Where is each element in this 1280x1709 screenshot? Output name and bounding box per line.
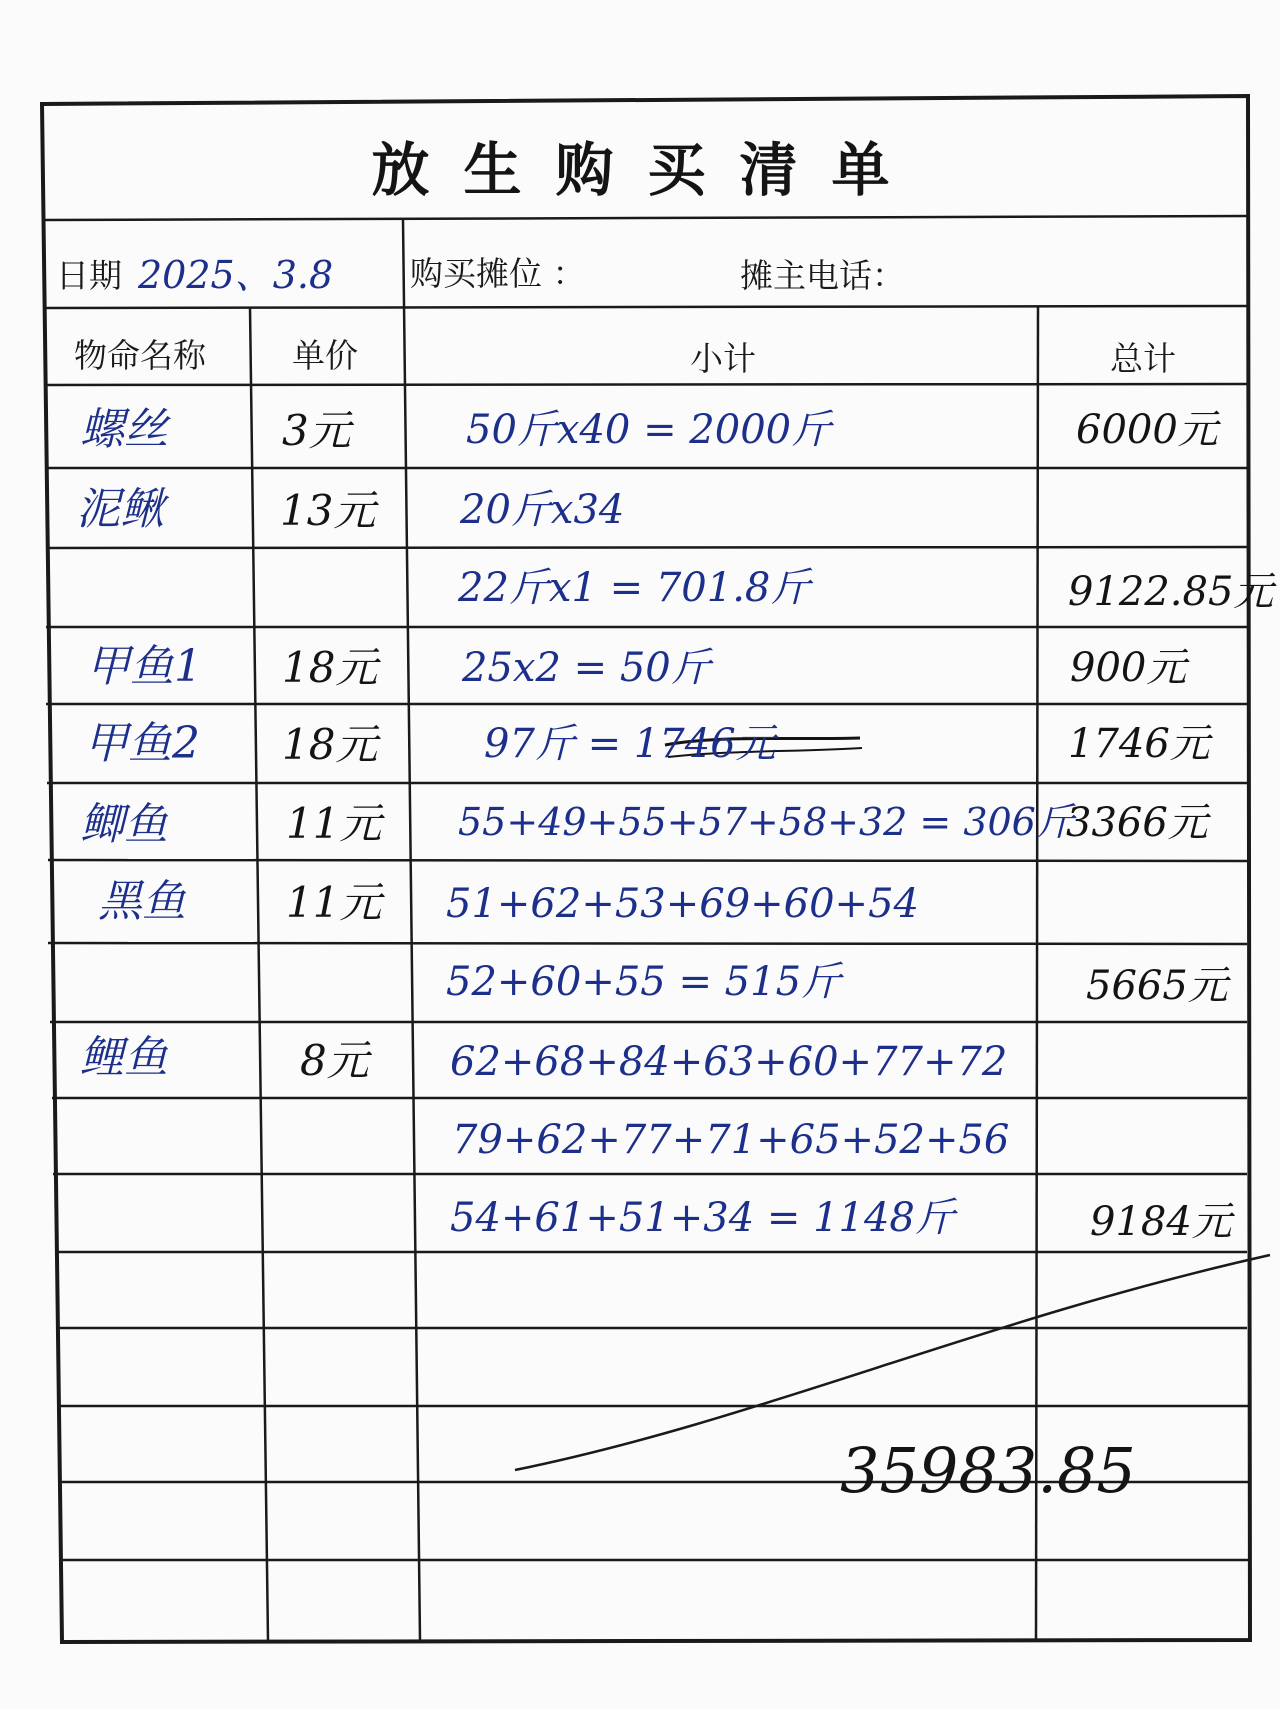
table-row-total: 900元: [1070, 645, 1187, 691]
table-row-price: 13元: [280, 486, 376, 535]
table-row-name: 甲鱼1: [86, 641, 202, 692]
table-row-name: 甲鱼2: [84, 718, 200, 769]
table-row-price: 8元: [300, 1036, 369, 1085]
column-header-subtotal: 小计: [690, 339, 756, 378]
table-row-total: 9122.85元: [1068, 569, 1274, 615]
table-row-total: 6000元: [1076, 407, 1218, 453]
table-row-subtotal: 79+62+77+71+65+52+56: [452, 1117, 1010, 1163]
table-row-subtotal: 25x2 = 50斤: [462, 645, 711, 691]
table-row-name: 黑鱼: [98, 876, 186, 927]
table-row-price: 3元: [282, 406, 351, 455]
date-label: 日期: [56, 256, 122, 295]
table-row-total: 3366元: [1066, 800, 1208, 846]
table-row-subtotal: 52+60+55 = 515斤: [446, 959, 842, 1005]
table-row-price: 18元: [282, 720, 378, 769]
stall-label: 购买摊位 ：: [410, 254, 586, 293]
table-row-subtotal: 50斤x40 = 2000斤: [466, 407, 832, 453]
date-value: 2025、3.8: [138, 253, 334, 297]
table-row-total: 5665元: [1086, 963, 1228, 1009]
column-header-total: 总计: [1110, 339, 1176, 378]
table-row-price: 18元: [282, 643, 378, 692]
table-row-name: 泥鳅: [76, 484, 164, 535]
column-header-unit-price: 单价: [292, 336, 358, 375]
table-row-price: 11元: [286, 878, 382, 927]
table-row-name: 鲤鱼: [80, 1032, 168, 1083]
table-row-name: 螺丝: [80, 404, 168, 455]
table-row-price: 11元: [286, 799, 382, 848]
table-row-subtotal: 62+68+84+63+60+77+72: [450, 1039, 1008, 1085]
phone-label: 摊主电话：: [740, 256, 905, 295]
grand-total: 35983.85: [840, 1434, 1136, 1507]
table-row-subtotal: 51+62+53+69+60+54: [446, 881, 919, 927]
table-row-subtotal: 55+49+55+57+58+32 = 306斤: [458, 800, 1074, 844]
table-row-subtotal: 22斤x1 = 701.8斤: [458, 565, 811, 611]
page-title: 放生购买清单: [371, 136, 924, 204]
table-row-total: 9184元: [1090, 1199, 1232, 1245]
table-row-total: 1746元: [1068, 721, 1210, 767]
table-row-name: 鲫鱼: [80, 799, 168, 850]
column-header-name: 物命名称: [74, 336, 206, 375]
table-row-subtotal: 20斤x34: [460, 487, 625, 533]
table-row-subtotal: 54+61+51+34 = 1148斤: [450, 1195, 955, 1241]
table-row-subtotal: 97斤 = 1746元: [484, 721, 776, 767]
